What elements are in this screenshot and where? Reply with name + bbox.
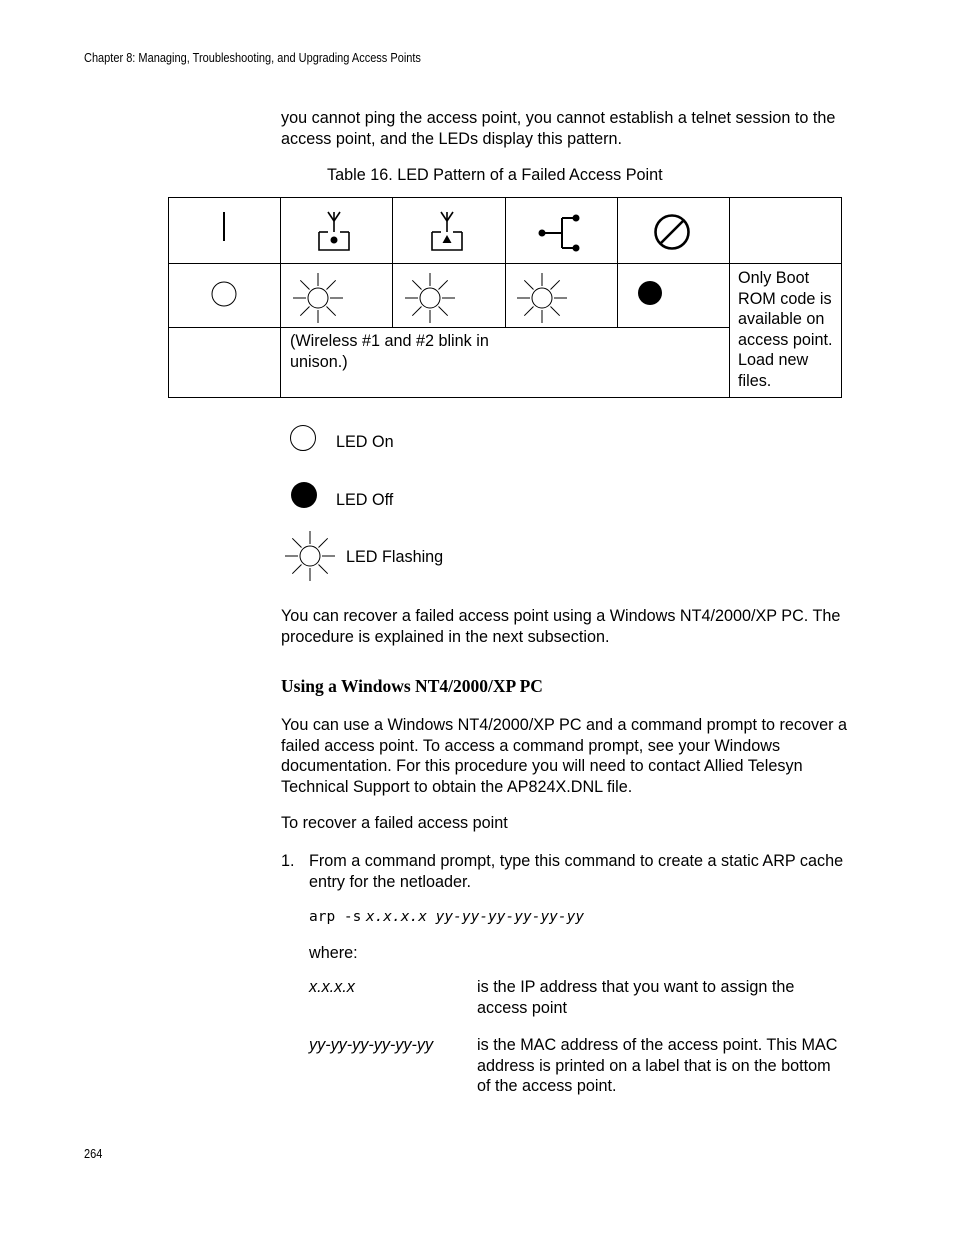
chapter-header: Chapter 8: Managing, Troubleshooting, and Upgrading Access Points	[84, 51, 421, 65]
table-description: Only Boot ROM code is available on access point. Load new files.	[738, 269, 833, 390]
intro-paragraph: you cannot ping the access point, you cannot establish a telnet session to the access point, and the LEDs display this pattern.	[281, 109, 836, 148]
led-off-icon	[636, 279, 664, 307]
step-number: 1.	[281, 852, 295, 870]
param-description: is the MAC address of the access point. This MAC address is printed on a label that is on the bottom of the access point.	[477, 1036, 838, 1095]
wireless-1-icon	[316, 210, 352, 252]
param-description: is the IP address that you want to assign the access point	[477, 978, 795, 1017]
legend-on-label: LED On	[336, 433, 394, 451]
page-number: 264	[84, 1147, 103, 1161]
led-flashing-icon	[292, 272, 344, 324]
led-flashing-icon	[404, 272, 456, 324]
network-icon	[536, 212, 582, 252]
table-caption: Table 16. LED Pattern of a Failed Access Point	[327, 166, 663, 184]
param-name: yy-yy-yy-yy-yy-yy	[309, 1036, 434, 1054]
fault-icon	[652, 212, 692, 252]
arp-command	[309, 908, 584, 926]
led-flashing-icon	[284, 530, 336, 582]
wireless-2-icon	[429, 210, 465, 252]
recover-paragraph: You can recover a failed access point using a Windows NT4/2000/XP PC. The procedure is explained in the next subsection.	[281, 607, 841, 646]
legend-flashing-label: LED Flashing	[346, 548, 444, 566]
param-name: x.x.x.x	[309, 978, 355, 996]
led-off-icon	[290, 481, 320, 511]
led-on-icon	[289, 424, 319, 454]
command-prefix: arp -s	[309, 909, 362, 925]
task-intro: To recover a failed access point	[281, 814, 508, 832]
led-flashing-icon	[516, 272, 568, 324]
power-icon	[214, 210, 234, 244]
section-paragraph: You can use a Windows NT4/2000/XP PC and a command prompt to recover a failed access point. To access a command prompt, see your Windows documentation. For this procedure you will need to contact Allied Telesyn Technical Support to obtain the AP824X.DNL file.	[281, 716, 847, 796]
section-heading: Using a Windows NT4/2000/XP PC	[281, 676, 543, 696]
led-on-icon	[210, 280, 238, 308]
table-note: (Wireless #1 and #2 blink in unison.)	[290, 332, 489, 371]
legend-off-label: LED Off	[336, 491, 394, 509]
command-args: x.x.x.x yy-yy-yy-yy-yy-yy	[365, 909, 585, 925]
where-label: where:	[309, 944, 358, 962]
step-text: From a command prompt, type this command to create a static ARP cache entry for the netloader.	[309, 852, 844, 891]
